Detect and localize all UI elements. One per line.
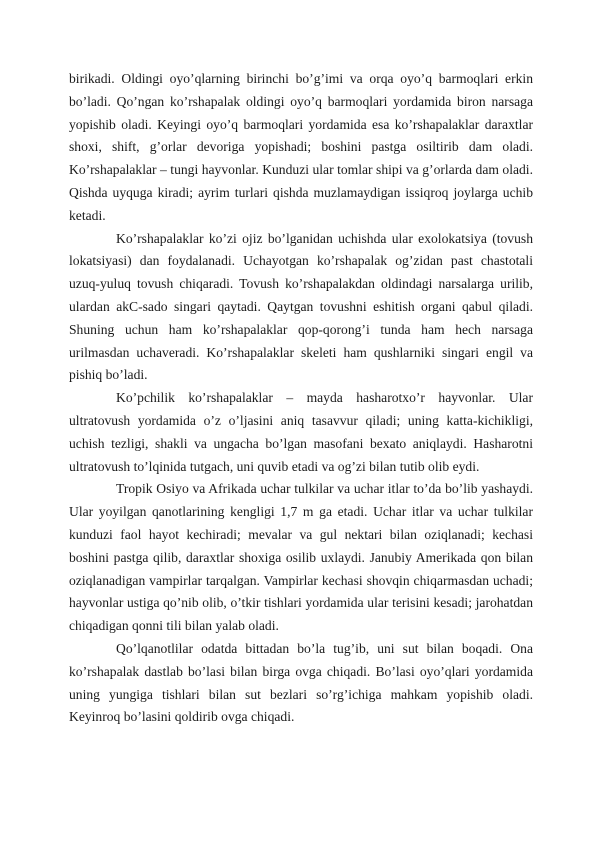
paragraph-1: birikadi. Oldingi oyo’qlarning birinchi bo’g’imi va orqa oyo’q barmoqlari erkin bo’ladi. Qo’ngan ko’rshapalak oldingi oyo’q barmoqlari yordamida biron narsaga yopishib oladi. Keyingi oyo’q barmoqlari yordamida esa ko’rshapalaklar daraxtlar shoxi, shift, g’orlar devoriga yopishadi; boshini pastga osiltirib dam oladi. Ko’rshapalaklar – tungi hayvonlar. Kunduzi ular tomlar shipi va g’orlarda dam oladi. Qishda uyquga kiradi; ayrim turlari qishda muzlamaydigan issiqroq joylarga uchib ketadi. <box>69 71 533 223</box>
paragraph-3: Ko’pchilik ko’rshapalaklar – mayda hasharotxo’r hayvonlar. Ular ultratovush yordamida o’z o’ljasini aniq tasavvur qiladi; uning katta-kichikligi, uchish tezligi, shakli va ungacha bo’lgan masofani bexato aniqlaydi. Hasharotni ultratovush to’lqinida tutgach, uni quvib etadi va og’zi bilan tutib olib eydi. <box>69 390 533 474</box>
body-text <box>69 68 533 729</box>
paragraph-5: Qo’lqanotlilar odatda bittadan bo’la tug’ib, uni sut bilan boqadi. Ona ko’rshapalak dastlab bo’lasi bilan birga ovga chiqadi. Bo’lasi oyo’qlari yordamida uning yungiga tishlari bilan sut bezlari so’rg’ichiga mahkam yopishib oladi. Keyinroq bo’lasini qoldirib ovga chiqadi. <box>69 640 533 725</box>
paragraph-2: Ko’rshapalaklar ko’zi ojiz bo’lganidan uchishda ular exolokatsiya (tovush lokatsiyasi) dan foydalanadi. Uchayotgan ko’rshapalak og’zidan past chastotali uzuq-yuluq tovush chiqaradi. Tovush ko’rshapalakdan oldindagi narsalarga urilib, ulardan akC-sado singari qaytadi. Qaytgan tovushni eshitish organi qabul qiladi. Shuning uchun ham ko’rshapalaklar qop-qorong’i tunda ham hech narsaga urilmasdan uchaveradi. Ko’rshapalaklar skeleti ham qushlarniki singari engil va pishiq bo’ladi. <box>69 230 533 383</box>
paragraph-4: Tropik Osiyo va Afrikada uchar tulkilar va uchar itlar to’da bo’lib yashaydi. Ular yoyilgan qanotlarining kengligi 1,7 m ga etadi. Uchar itlar va uchar tulkilar kunduzi faol hayot kechiradi; mevalar va gul nektari bilan oziqlanadi; kechasi boshini pastga qilib, daraxtlar shoxiga osilib uxlaydi. Janubiy Amerikada qon bilan oziqlanadigan vampirlar tarqalgan. Vampirlar kechasi shovqin chiqarmasdan uchadi; hayvonlar ustiga qo’nib olib, o’tkir tishlari yordamida ular terisini kesadi; jarohatdan chiqadigan qonni tili bilan yalab oladi. <box>69 481 533 634</box>
